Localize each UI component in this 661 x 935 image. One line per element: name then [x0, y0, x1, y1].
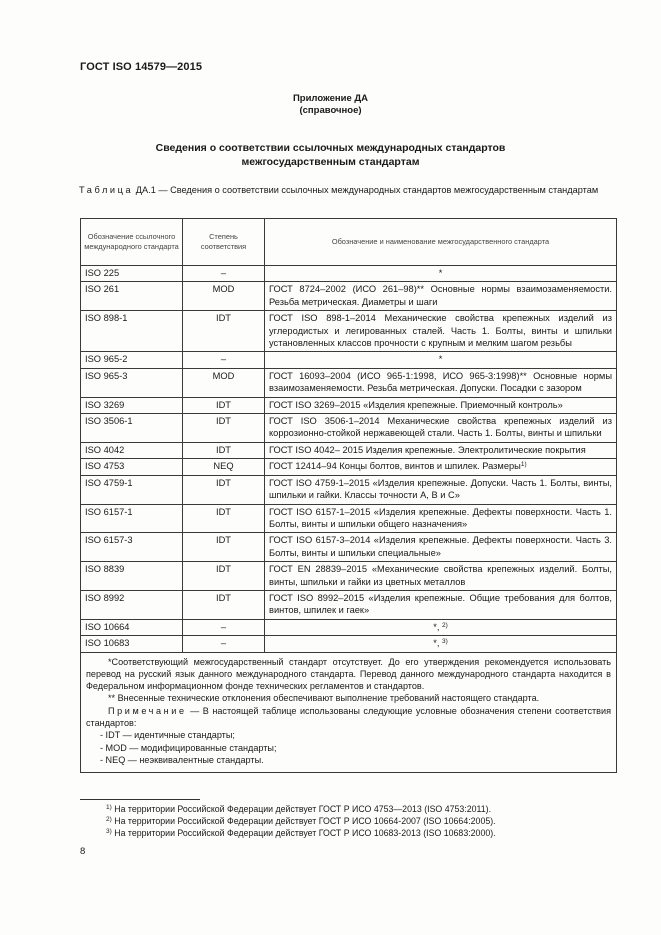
table-caption — [79, 184, 616, 197]
cell-degree: IDT — [183, 397, 265, 413]
cell-reference: ISO 10683 — [81, 636, 183, 652]
cell-standard — [265, 619, 617, 635]
header-reference-standard: Обозначение ссылочного международного стандарта — [81, 219, 183, 266]
cell-degree: IDT — [183, 442, 265, 458]
cell-reference: ISO 4759-1 — [81, 475, 183, 504]
note-no-standard: *Соответствующий межгосударственный стандарт отсутствует. До его утверждения рекомендуется использовать перевод на русский язык данного международного стандарта. Перевод данного международного стандарта находится в Федеральном информационном фонде технических регламентов и стандартов. — [86, 656, 611, 692]
cell-standard — [265, 636, 617, 652]
cell-reference: ISO 8839 — [81, 562, 183, 591]
cell-standard — [265, 459, 617, 475]
table-row — [81, 619, 617, 635]
cell-reference: ISO 965-2 — [81, 352, 183, 368]
cell-reference: ISO 6157-3 — [81, 533, 183, 562]
cell-reference: ISO 225 — [81, 266, 183, 282]
cell-reference: ISO 8992 — [81, 590, 183, 619]
cell-degree: – — [183, 619, 265, 635]
footnote-text: На территории Российской Федерации действует ГОСТ Р ИСО 4753—2013 (ISO 4753:2011). — [111, 804, 492, 814]
table-row — [81, 459, 617, 475]
cell-degree: IDT — [183, 504, 265, 533]
cell-reference: ISO 4753 — [81, 459, 183, 475]
footnote-divider — [80, 799, 200, 800]
cell-standard-text: *, — [433, 638, 440, 649]
cell-standard: ГОСТ 16093–2004 (ИСО 965-1:1998, ИСО 965-3:1998)** Основные нормы взаимозаменяемости. Резьба метрическая. Допуски. Посадки с зазором — [265, 368, 617, 397]
appendix-subtitle: (справочное) — [299, 105, 362, 116]
correspondence-table — [80, 218, 617, 773]
cell-standard: * — [265, 352, 617, 368]
page-number: 8 — [80, 846, 86, 857]
note-label: Примечание — [108, 705, 187, 716]
table-row — [81, 475, 617, 504]
table-row — [81, 282, 617, 311]
cell-reference: ISO 261 — [81, 282, 183, 311]
cell-standard: ГОСТ ISO 3506-1–2014 Механические свойства крепежных изделий из коррозионно-стойкой нержавеющей стали. Часть 1. Болты, винты и шпильки — [265, 414, 617, 443]
cell-degree: IDT — [183, 533, 265, 562]
table-row — [81, 311, 617, 352]
appendix-title: Приложение ДА — [292, 93, 369, 104]
cell-standard: * — [265, 266, 617, 282]
table-row — [81, 442, 617, 458]
footnote-text: На территории Российской Федерации действует ГОСТ Р ИСО 10683-2013 (ISO 10683:2000). — [111, 828, 496, 838]
cell-degree: IDT — [183, 311, 265, 352]
table-caption-label: Таблица — [79, 185, 134, 195]
cell-standard: ГОСТ ISO 898-1–2014 Механические свойства крепежных изделий из углеродистых и легированных сталей. Часть 1. Болты, винты и шпильки установленных классов прочности с крупным и мелким шагом резьбы — [265, 311, 617, 352]
cell-reference: ISO 10664 — [81, 619, 183, 635]
section-title-line-1: Сведения о соответствии ссылочных международных стандартов — [155, 142, 506, 154]
cell-degree: MOD — [183, 368, 265, 397]
cell-reference: ISO 898-1 — [81, 311, 183, 352]
footnote-text: На территории Российской Федерации действует ГОСТ Р ИСО 10664-2007 (ISO 10664:2005). — [111, 816, 496, 826]
cell-degree: IDT — [183, 590, 265, 619]
footnote-2 — [80, 815, 616, 827]
table-row — [81, 266, 617, 282]
header-correspondence-degree: Степень соответствия — [183, 219, 265, 266]
table-row — [81, 562, 617, 591]
cell-degree: IDT — [183, 475, 265, 504]
cell-standard: ГОСТ 8724–2002 (ИСО 261–98)** Основные нормы взаимозаменяемости. Резьба метрическая. Диаметры и шаги — [265, 282, 617, 311]
table-caption-text: ДА.1 — Сведения о соответствии ссылочных международных стандартов межгосударственным стандартам — [133, 185, 599, 195]
document-code: ГОСТ ISO 14579—2015 — [80, 61, 203, 73]
table-row — [81, 352, 617, 368]
table-row — [81, 368, 617, 397]
cell-standard: ГОСТ ISO 8992–2015 «Изделия крепежные. Общие требования для болтов, винтов, шпилек и гаек» — [265, 590, 617, 619]
footnote-3 — [80, 827, 616, 839]
legend-neq: - NEQ — неэквивалентные стандарты. — [100, 754, 264, 765]
footnote-mark: 1) — [106, 804, 112, 811]
cell-degree: – — [183, 636, 265, 652]
note-legend-intro — [86, 705, 611, 730]
cell-degree: IDT — [183, 562, 265, 591]
note-technical-deviations: ** Внесенные технические отклонения обеспечивают выполнение требований настоящего стандарта. — [108, 693, 540, 704]
footnotes — [80, 803, 616, 839]
table-notes — [81, 652, 617, 773]
cell-reference: ISO 4042 — [81, 442, 183, 458]
footnote-1 — [80, 803, 616, 815]
cell-reference: ISO 3506-1 — [81, 414, 183, 443]
header-interstate-standard: Обозначение и наименование межгосударственного стандарта — [265, 219, 617, 266]
table-row — [81, 590, 617, 619]
section-title-line-2: межгосударственным стандартам — [241, 156, 420, 168]
legend-idt: - IDT — идентичные стандарты; — [100, 730, 235, 741]
footnote-mark: 2) — [106, 816, 112, 823]
cell-degree: IDT — [183, 414, 265, 443]
table-row — [81, 636, 617, 652]
cell-standard: ГОСТ EN 28839–2015 «Механические свойства крепежных изделий. Болты, винты, шпильки и гайки из цветных металлов — [265, 562, 617, 591]
cell-degree: – — [183, 266, 265, 282]
footnote-ref: 3) — [442, 638, 448, 646]
table-row — [81, 414, 617, 443]
cell-reference: ISO 3269 — [81, 397, 183, 413]
note-text: — В настоящей таблице использованы следующие условные обозначения степени соответствия стандартов: — [86, 705, 611, 729]
legend-mod: - MOD — модифицированные стандарты; — [100, 742, 277, 753]
cell-standard: ГОСТ ISO 6157-1–2015 «Изделия крепежные. Дефекты поверхности. Часть 1. Болты, винты и шпильки общего назначения» — [265, 504, 617, 533]
cell-standard: ГОСТ ISO 4759-1–2015 «Изделия крепежные. Допуски. Часть 1. Болты, винты, шпильки и гайки. Классы точности А, В и С» — [265, 475, 617, 504]
footnote-ref: 1) — [520, 461, 527, 469]
cell-standard: ГОСТ ISO 6157-3–2014 «Изделия крепежные. Дефекты поверхности. Часть 3. Болты, винты и шпильки специальные» — [265, 533, 617, 562]
table-row — [81, 504, 617, 533]
cell-standard-text: ГОСТ 12414–94 Концы болтов, винтов и шпилек. Размеры — [269, 461, 521, 472]
footnote-mark: 3) — [106, 828, 112, 835]
cell-standard: ГОСТ ISO 3269–2015 «Изделия крепежные. Приемочный контроль» — [265, 397, 617, 413]
table-row — [81, 397, 617, 413]
footnote-ref: 2) — [442, 621, 448, 629]
cell-standard-text: *, — [433, 621, 440, 632]
cell-standard: ГОСТ ISO 4042– 2015 Изделия крепежные. Электролитические покрытия — [265, 442, 617, 458]
table-row — [81, 533, 617, 562]
cell-reference: ISO 965-3 — [81, 368, 183, 397]
cell-degree: NEQ — [183, 459, 265, 475]
table-notes-row — [81, 652, 617, 773]
table-header-row — [81, 219, 617, 266]
cell-degree: MOD — [183, 282, 265, 311]
cell-reference: ISO 6157-1 — [81, 504, 183, 533]
section-title — [0, 141, 661, 169]
cell-degree: – — [183, 352, 265, 368]
